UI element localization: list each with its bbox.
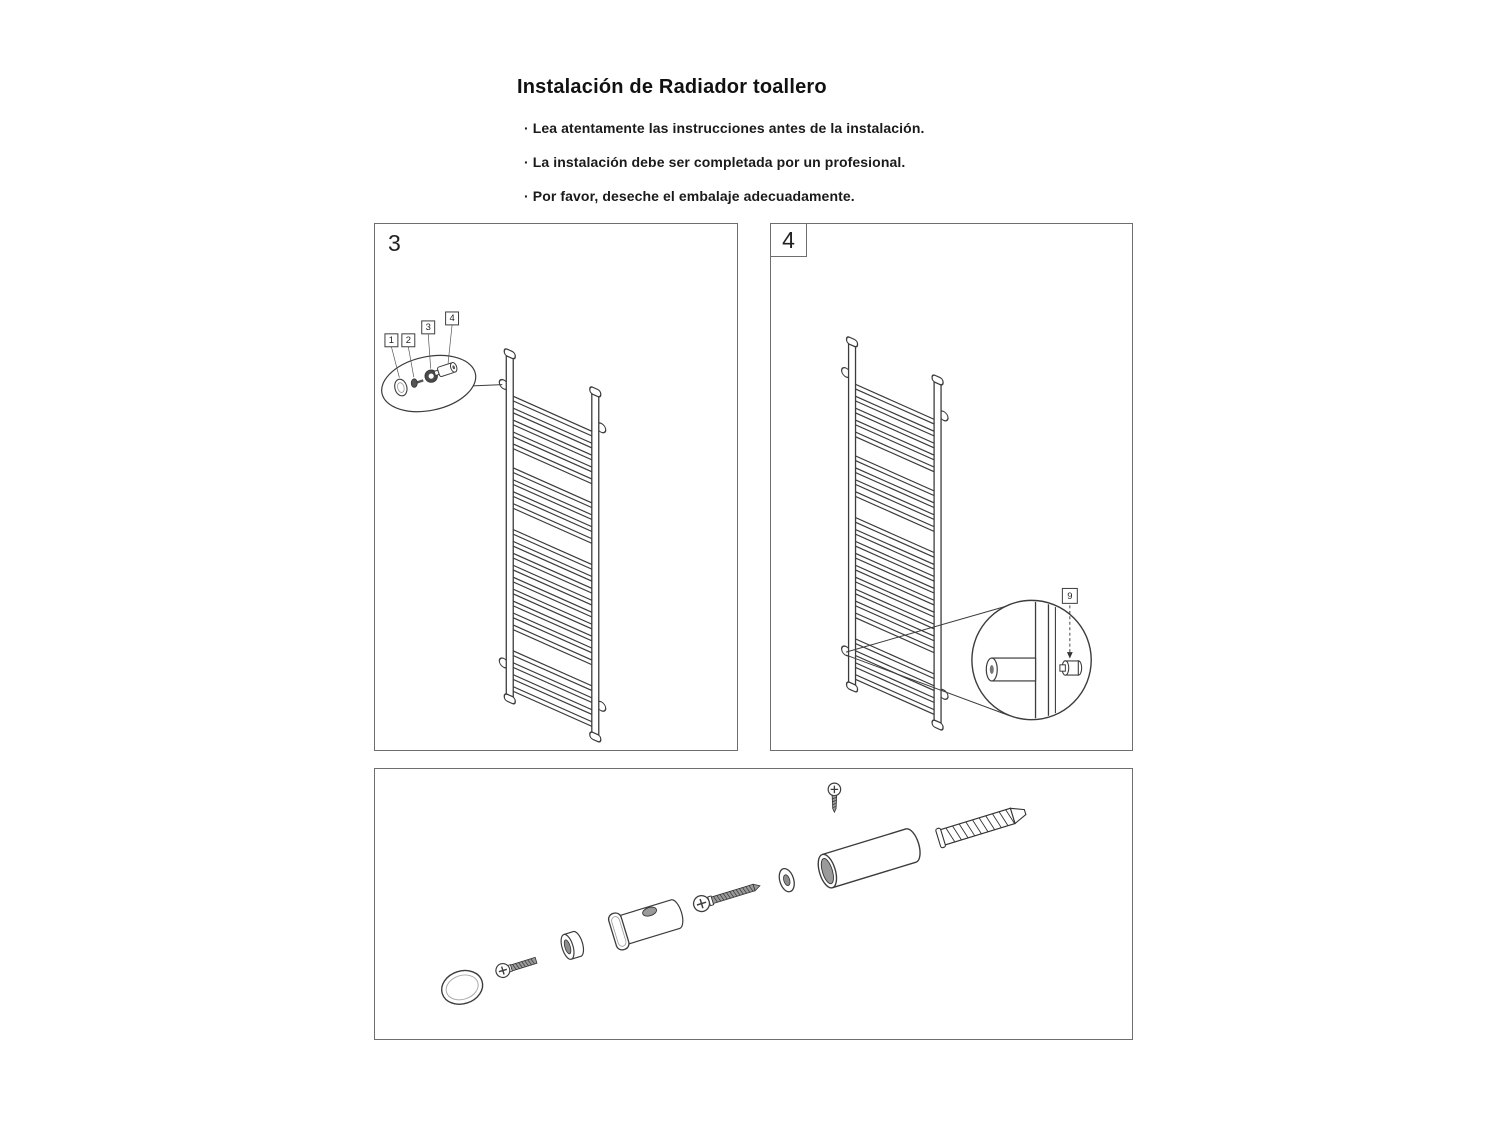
page-title: Instalación de Radiador toallero	[517, 76, 827, 98]
part-label-1: 1	[388, 335, 395, 347]
mounting-screw-part	[828, 783, 841, 812]
part-label-9: 9	[1067, 591, 1073, 603]
exploded-view-drawing	[375, 769, 1132, 1039]
collar-nut-part	[559, 930, 586, 961]
pin-part	[1060, 661, 1082, 675]
radiator-drawing	[499, 346, 605, 745]
washer-part	[777, 867, 797, 894]
zoom-detail	[972, 588, 1091, 721]
step-4-drawing	[771, 224, 1132, 750]
step-4-label: 4	[782, 226, 795, 253]
step-3-label: 3	[388, 230, 401, 256]
instruction-list	[524, 121, 924, 223]
cover-cap-part	[437, 965, 487, 1009]
part-label-boxes	[385, 312, 459, 347]
part-label-3: 3	[425, 322, 431, 334]
part-label-2: 2	[405, 335, 411, 347]
fixing-screw-part	[692, 878, 763, 913]
callout-ellipse	[376, 347, 481, 419]
wall-plug-part	[935, 803, 1028, 849]
step-3-panel	[374, 223, 738, 751]
instruction-item: · La instalación debe ser completada por un profesional.	[524, 154, 906, 170]
bracket-body-part	[607, 894, 687, 951]
spacer-sleeve-part	[815, 827, 924, 890]
grub-screw-part	[494, 954, 538, 979]
instruction-item: · Por favor, deseche el embalaje adecuadamente.	[524, 188, 855, 204]
instruction-item: · Lea atentamente las instrucciones antes de la instalación.	[524, 120, 925, 136]
step-4-panel	[770, 223, 1133, 751]
hardware-callout	[376, 312, 481, 420]
exploded-view-panel	[374, 768, 1133, 1040]
step-3-drawing	[375, 224, 737, 750]
part-label-4: 4	[449, 313, 455, 325]
